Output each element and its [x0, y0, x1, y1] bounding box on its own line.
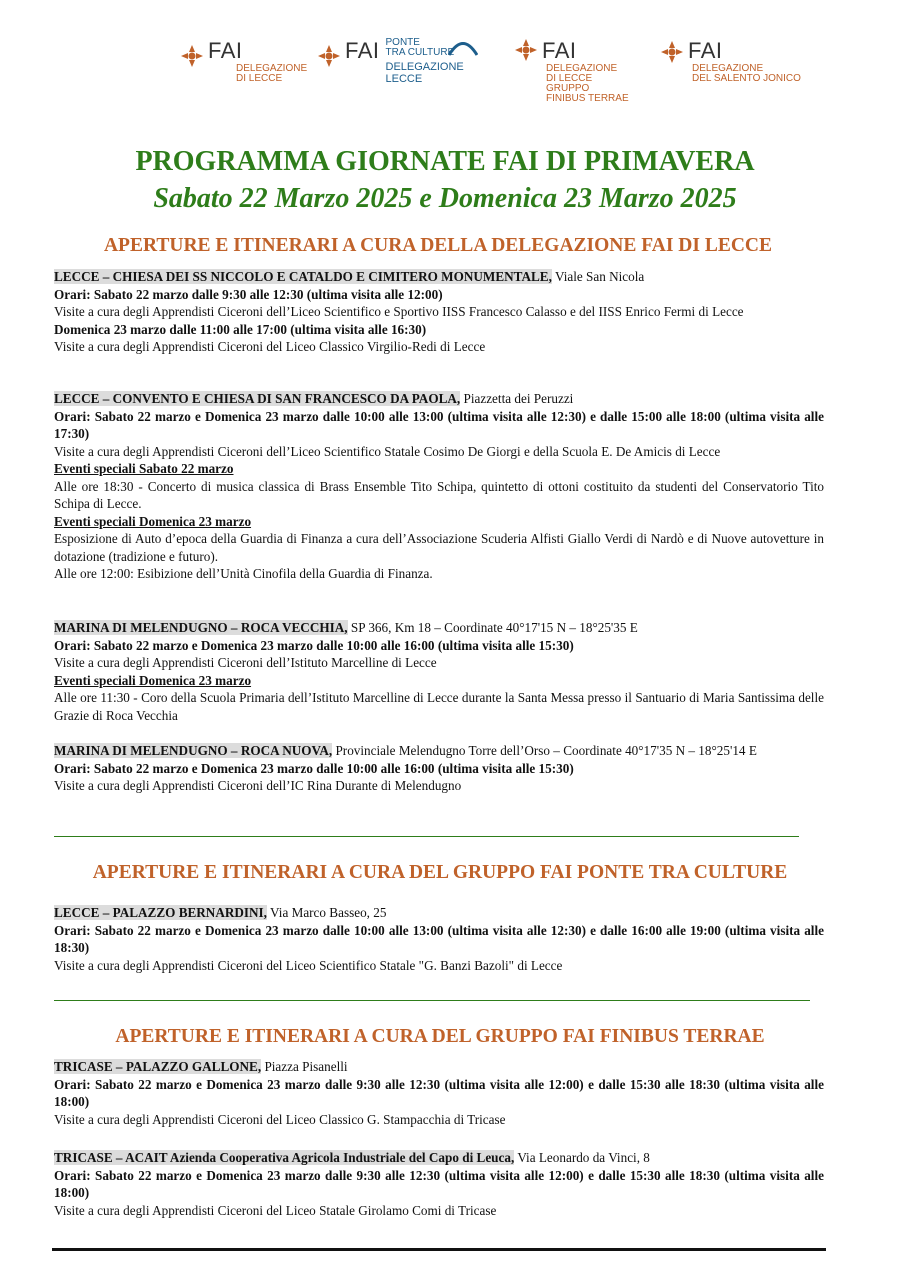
- logo-fai-delegazione-lecce: [180, 38, 307, 84]
- logo-line: DELEGAZIONE: [236, 63, 308, 74]
- special-events-label: Eventi speciali Sabato 22 marzo: [54, 461, 234, 476]
- venue-guides: Visite a cura degli Apprendisti Ciceroni dell’Liceo Scientifico e Sportivo IISS Francesco Calasso e del IISS Enrico Fermi di Lecce: [54, 304, 744, 319]
- venue-guides: Visite a cura degli Apprendisti Ciceroni del Liceo Scientifico Statale "G. Banzi Bazoli" di Lecce: [54, 957, 563, 973]
- fai-logo-icon: [514, 38, 538, 62]
- logo-line: GRUPPO: [546, 83, 590, 94]
- footer-rule: [52, 1248, 826, 1251]
- venue-name: TRICASE – PALAZZO GALLONE,: [54, 1059, 262, 1074]
- venue-hours: Orari: Sabato 22 marzo e Domenica 23 marzo dalle 9:30 alle 12:30 (ultima visita alle 12:00) e dalle 15:30 alle 18:30 (ultima visita alle 18:00): [54, 1076, 824, 1109]
- section-divider: [54, 836, 799, 837]
- venue-address: Provinciale Melendugno Torre dell’Orso – Coordinate 40°17'35 N – 18°25'14 E: [332, 743, 757, 758]
- logo-bar: [180, 38, 820, 120]
- logo-line: DI LECCE: [546, 73, 593, 84]
- venue-block: [54, 619, 824, 724]
- venue-hours: Orari: Sabato 22 marzo e Domenica 23 marzo dalle 9:30 alle 12:30 (ultima visita alle 12:00) e dalle 15:30 alle 18:30 (ultima visita alle 18:00): [54, 1167, 824, 1200]
- venue-hours: Orari: Sabato 22 marzo e Domenica 23 marzo dalle 10:00 alle 13:00 (ultima visita alle 12:30) e dalle 15:00 alle 18:00 (ultima visita alle 17:30): [54, 408, 824, 441]
- venue-block: [54, 904, 824, 974]
- logo-line: DELEGAZIONE: [546, 63, 618, 74]
- venue-name: MARINA DI MELENDUGNO – ROCA NUOVA,: [54, 743, 333, 758]
- logo-line: LECCE: [385, 73, 423, 85]
- venue-block: [54, 1058, 824, 1128]
- venue-guides: Visite a cura degli Apprendisti Ciceroni dell’IC Rina Durante di Melendugno: [54, 778, 462, 793]
- venue-address: Via Marco Basseo, 25: [266, 905, 387, 920]
- logo-brand: FAI: [345, 38, 380, 63]
- page-subtitle: Sabato 22 Marzo 2025 e Domenica 23 Marzo 2025: [153, 183, 737, 214]
- venue-block: [54, 268, 824, 356]
- venue-block: [54, 742, 824, 795]
- venue-name: LECCE – CHIESA DEI SS NICCOLO E CATALDO E CIMITERO MONUMENTALE,: [54, 269, 552, 284]
- venue-name: TRICASE – ACAIT Azienda Cooperativa Agricola Industriale del Capo di Leuca,: [54, 1150, 515, 1165]
- section-heading: APERTURE E ITINERARI A CURA DELLA DELEGAZIONE FAI DI LECCE: [103, 235, 773, 256]
- venue-name: LECCE – PALAZZO BERNARDINI,: [54, 905, 267, 920]
- venue-hours: Orari: Sabato 22 marzo e Domenica 23 marzo dalle 10:00 alle 16:00 (ultima visita alle 15:30): [54, 637, 574, 653]
- logo-line: DELEGAZIONE: [692, 63, 764, 74]
- fai-logo-icon: [317, 44, 341, 68]
- special-events-text: Esposizione di Auto d’epoca della Guardia di Finanza a cura dell’Associazione Scuderia Alfisti Giallo Verdi di Nardò e di Nuove autovetture in dotazione (tradizione e futuro).: [54, 531, 824, 564]
- fai-logo-icon: [180, 44, 204, 68]
- logo-fai-finibus-terrae: [514, 38, 629, 104]
- logo-brand: FAI: [208, 38, 243, 63]
- logo-line: FINIBUS TERRAE: [546, 93, 629, 104]
- special-events-label: Eventi speciali Domenica 23 marzo: [54, 513, 252, 529]
- logo-line: DELEGAZIONE: [385, 61, 464, 73]
- section-heading: APERTURE E ITINERARI A CURA DEL GRUPPO FAI FINIBUS TERRAE: [115, 1026, 765, 1047]
- section-divider: [54, 1000, 810, 1001]
- venue-address: Via Leonardo da Vinci, 8: [514, 1150, 650, 1165]
- venue-address: Viale San Nicola: [551, 269, 645, 284]
- venue-block: [54, 1149, 824, 1219]
- venue-hours: Orari: Sabato 22 marzo e Domenica 23 marzo dalle 10:00 alle 13:00 (ultima visita alle 12:30) e dalle 16:00 alle 19:00 (ultima visita alle 18:30): [54, 922, 824, 955]
- venue-guides: Visite a cura degli Apprendisti Ciceroni del Liceo Classico G. Stampacchia di Tricase: [54, 1111, 506, 1127]
- venue-name: MARINA DI MELENDUGNO – ROCA VECCHIA,: [54, 620, 348, 635]
- venue-guides: Visite a cura degli Apprendisti Ciceroni del Liceo Statale Girolamo Comi di Tricase: [54, 1202, 497, 1218]
- special-events-label: Eventi speciali Domenica 23 marzo: [54, 672, 252, 688]
- logo-brand: FAI: [542, 38, 577, 63]
- venue-guides: Visite a cura degli Apprendisti Ciceroni dell’Istituto Marcelline di Lecce: [54, 655, 437, 670]
- logo-line: TRA CULTURE: [385, 47, 455, 58]
- venue-hours: Domenica 23 marzo dalle 11:00 alle 17:00 (ultima visita alle 16:30): [54, 321, 427, 337]
- venue-address: Piazza Pisanelli: [261, 1059, 348, 1074]
- logo-fai-ponte-tra-culture: [317, 38, 464, 85]
- logo-brand: FAI: [688, 38, 723, 63]
- venue-hours: Orari: Sabato 22 marzo e Domenica 23 marzo dalle 10:00 alle 16:00 (ultima visita alle 15:30): [54, 760, 574, 776]
- venue-hours: Orari: Sabato 22 marzo dalle 9:30 alle 12:30 (ultima visita alle 12:00): [54, 286, 443, 302]
- venue-name: LECCE – CONVENTO E CHIESA DI SAN FRANCESCO DA PAOLA,: [54, 391, 461, 406]
- special-events-text: Alle ore 18:30 - Concerto di musica classica di Brass Ensemble Tito Schipa, quintetto di ottoni costituito da studenti del Conservatorio Tito Schipa di Lecce.: [54, 478, 824, 511]
- fai-logo-icon: [660, 40, 684, 64]
- logo-line: PONTE: [385, 37, 420, 48]
- logo-line: DI LECCE: [236, 73, 283, 84]
- logo-fai-salento-jonico: [660, 38, 801, 84]
- special-events-text: Alle ore 11:30 - Coro della Scuola Primaria dell’Istituto Marcelline di Lecce durante la Santa Messa presso il Santuario di Maria Santissima delle Grazie di Roca Vecchia: [54, 690, 824, 723]
- venue-address: SP 366, Km 18 – Coordinate 40°17'15 N – 18°25'35 E: [347, 620, 638, 635]
- venue-block: [54, 390, 824, 583]
- venue-address: Piazzetta dei Peruzzi: [460, 391, 574, 406]
- venue-guides: Visite a cura degli Apprendisti Ciceroni dell’Liceo Scientifico Statale Cosimo De Giorgi e della Scuola E. De Amicis di Lecce: [54, 443, 721, 459]
- special-events-text: Alle ore 12:00: Esibizione dell’Unità Cinofila della Guardia di Finanza.: [54, 566, 433, 581]
- logo-line: DEL SALENTO JONICO: [692, 73, 801, 84]
- bridge-arc-icon: [448, 38, 478, 56]
- section-heading: APERTURE E ITINERARI A CURA DEL GRUPPO FAI PONTE TRA CULTURE: [92, 862, 788, 883]
- page-title: PROGRAMMA GIORNATE FAI DI PRIMAVERA: [135, 146, 755, 177]
- venue-guides: Visite a cura degli Apprendisti Ciceroni del Liceo Classico Virgilio-Redi di Lecce: [54, 339, 486, 354]
